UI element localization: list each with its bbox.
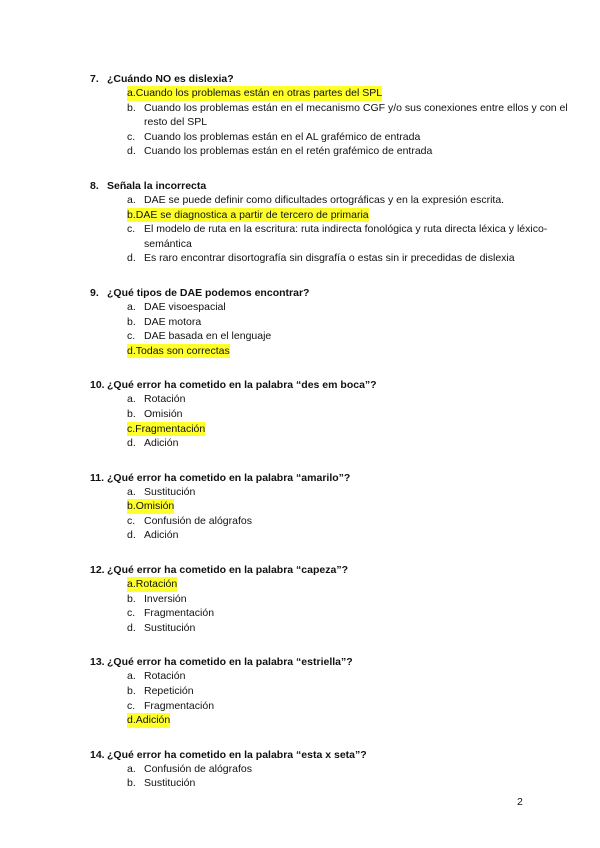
option-letter: b. — [127, 101, 136, 114]
option-letter: d. — [127, 621, 136, 634]
option-letter: d. — [127, 529, 136, 542]
answer-option — [127, 422, 570, 437]
answer-option — [127, 300, 570, 315]
option-letter: a. — [127, 762, 136, 775]
answer-option — [127, 776, 570, 791]
question-heading — [90, 748, 570, 762]
question-9 — [90, 286, 570, 358]
answer-option — [127, 528, 570, 543]
answer-option — [127, 577, 570, 592]
option-text: Repetición — [144, 685, 194, 698]
answer-option — [127, 499, 570, 514]
answer-option — [127, 392, 570, 407]
answer-option — [127, 251, 570, 266]
highlighted-answer — [127, 713, 170, 728]
question-heading — [90, 563, 570, 577]
option-text: Adición — [135, 714, 171, 727]
question-8 — [90, 179, 570, 266]
question-number: 12. — [90, 564, 105, 577]
option-letter: c. — [127, 422, 136, 435]
answer-option — [127, 208, 570, 223]
option-text: Es raro encontrar disortografía sin disgrafía o estas sin ir precedidas de dislexia — [144, 252, 515, 265]
answer-option — [127, 193, 570, 208]
question-number: 8. — [90, 179, 99, 192]
option-letter: b. — [127, 407, 136, 420]
answer-option — [127, 713, 570, 728]
answer-option — [127, 315, 570, 330]
highlighted-answer — [127, 86, 382, 101]
question-heading — [90, 72, 570, 86]
question-13 — [90, 655, 570, 727]
option-letter: d. — [127, 437, 136, 450]
answer-option — [127, 344, 570, 359]
option-text: DAE visoespacial — [144, 300, 226, 313]
question-10 — [90, 378, 570, 450]
answer-option — [127, 222, 570, 251]
highlighted-answer — [127, 344, 230, 359]
option-letter: a. — [127, 300, 136, 313]
question-heading — [90, 179, 570, 193]
question-text: ¿Qué error ha cometido en la palabra “estriella”? — [107, 656, 353, 669]
option-text: Rotación — [144, 393, 186, 406]
answer-option — [127, 130, 570, 145]
option-letter: c. — [127, 223, 136, 236]
option-text: Fragmentación — [144, 607, 215, 620]
option-text: Fragmentación — [135, 422, 206, 435]
answer-option — [127, 144, 570, 159]
option-letter: a. — [127, 670, 136, 683]
option-letter: a. — [127, 485, 136, 498]
highlighted-answer — [127, 577, 177, 592]
answer-option — [127, 407, 570, 422]
option-text: Cuando los problemas están en otras partes del SPL — [135, 87, 383, 99]
answer-option — [127, 86, 570, 101]
option-letter: b. — [127, 685, 136, 698]
option-letter: d. — [127, 344, 136, 357]
option-letter: c. — [127, 130, 136, 143]
option-text: Omisión — [144, 407, 183, 420]
option-letter: d. — [127, 145, 136, 158]
option-text: DAE se puede definir como dificultades ortográficas y en la expresión escrita. — [144, 193, 505, 206]
question-text: Señala la incorrecta — [107, 179, 207, 192]
option-text: Adición — [144, 529, 179, 542]
question-heading — [90, 655, 570, 669]
option-letter: c. — [127, 607, 136, 620]
answer-option — [127, 606, 570, 621]
question-number: 7. — [90, 73, 99, 85]
option-text: Fragmentación — [144, 699, 215, 712]
question-number: 10. — [90, 379, 105, 392]
option-letter: d. — [127, 714, 136, 727]
option-text: Cuando los problemas están en el AL grafémico de entrada — [144, 130, 421, 143]
option-text: Inversión — [144, 592, 187, 605]
option-text: El modelo de ruta en la escritura: ruta indirecta fonológica y ruta directa léxica y léxico-semántica — [144, 223, 548, 250]
answer-option — [127, 684, 570, 699]
option-text: Todas son correctas — [135, 344, 230, 357]
question-text: ¿Qué error ha cometido en la palabra “esta x seta”? — [107, 748, 367, 761]
question-14 — [90, 748, 570, 791]
question-text: ¿Qué error ha cometido en la palabra “amarilo”? — [107, 471, 351, 484]
option-letter: a. — [127, 193, 136, 206]
answer-option — [127, 699, 570, 714]
option-text: Cuando los problemas están en el retén grafémico de entrada — [144, 145, 433, 158]
option-letter: a. — [127, 578, 136, 591]
option-letter: b. — [127, 500, 136, 513]
highlighted-answer — [127, 499, 174, 514]
option-letter: b. — [127, 777, 136, 790]
answer-option — [127, 592, 570, 607]
option-letter: b. — [127, 208, 136, 221]
question-heading — [90, 378, 570, 392]
option-letter: b. — [127, 315, 136, 328]
page-number: 2 — [517, 796, 523, 808]
question-text: ¿Qué error ha cometido en la palabra “des em boca”? — [107, 379, 377, 392]
answer-option — [127, 485, 570, 500]
question-number: 11. — [90, 471, 105, 484]
highlighted-answer — [127, 208, 369, 223]
option-text: DAE motora — [144, 315, 202, 328]
option-text: DAE se diagnostica a partir de tercero de primaria — [135, 208, 369, 221]
question-number: 14. — [90, 748, 105, 761]
question-text: ¿Qué tipos de DAE podemos encontrar? — [107, 286, 310, 299]
option-letter: c. — [127, 699, 136, 712]
option-text: Adición — [144, 437, 179, 450]
highlighted-answer — [127, 422, 205, 437]
option-text: Omisión — [135, 500, 175, 513]
option-text: Confusión de alógrafos — [144, 514, 252, 527]
question-heading — [90, 471, 570, 485]
option-text: Sustitución — [144, 777, 196, 790]
option-letter: a. — [127, 393, 136, 406]
answer-option — [127, 762, 570, 777]
option-text: Rotación — [144, 670, 186, 683]
option-letter: b. — [127, 592, 136, 605]
question-number: 9. — [90, 286, 99, 299]
option-text: Confusión de alógrafos — [144, 762, 252, 775]
option-text: Sustitución — [144, 621, 196, 634]
answer-option — [127, 436, 570, 451]
option-letter: c. — [127, 330, 136, 343]
answer-option — [127, 329, 570, 344]
option-letter: a. — [127, 87, 136, 99]
answer-option — [127, 101, 570, 130]
option-text: DAE basada en el lenguaje — [144, 330, 272, 343]
question-11 — [90, 471, 570, 543]
option-text: Cuando los problemas están en el mecanismo CGF y/o sus conexiones entre ellos y con el resto del SPL — [144, 101, 568, 129]
option-letter: d. — [127, 252, 136, 265]
option-text: Rotación — [135, 578, 178, 591]
question-heading — [90, 286, 570, 300]
question-list — [90, 72, 570, 811]
question-7 — [90, 72, 570, 159]
answer-option — [127, 621, 570, 636]
question-text: ¿Cuándo NO es dislexia? — [107, 73, 234, 85]
answer-option — [127, 669, 570, 684]
option-text: Sustitución — [144, 485, 196, 498]
option-letter: c. — [127, 514, 136, 527]
question-text: ¿Qué error ha cometido en la palabra “capeza”? — [107, 564, 348, 577]
question-number: 13. — [90, 656, 105, 669]
answer-option — [127, 514, 570, 529]
question-12 — [90, 563, 570, 635]
